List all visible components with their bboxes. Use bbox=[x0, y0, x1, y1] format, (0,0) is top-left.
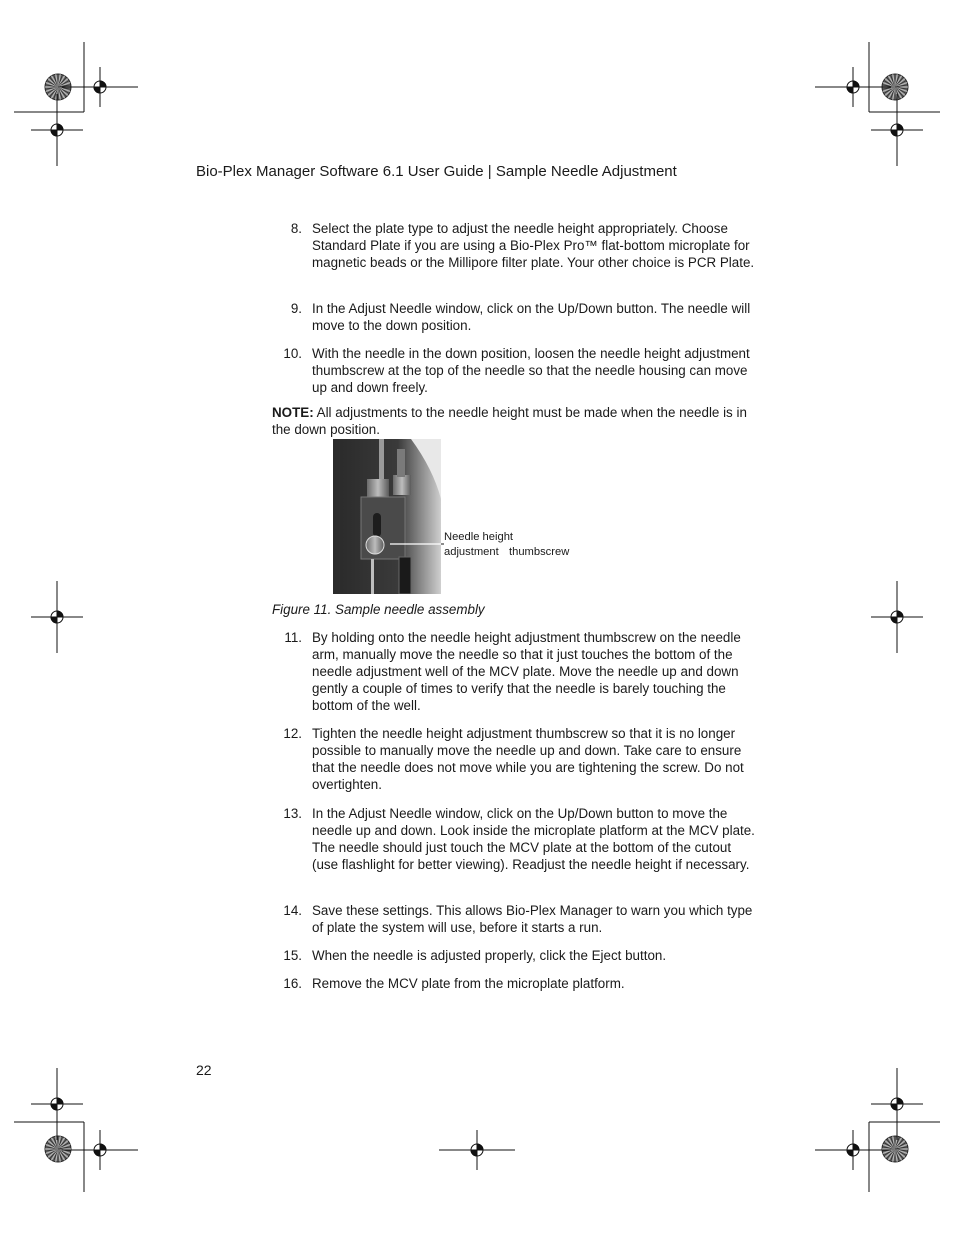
step-number: 14. bbox=[283, 903, 302, 918]
step-text: Tighten the needle height adjustment thumbscrew so that it is no longer possible to manually move the needle up and down. Take care to ensure that the needle does not move while you are tightening the screw. Do not overtighten. bbox=[312, 726, 744, 793]
step-text: In the Adjust Needle window, click on the Up/Down button. The needle will move to the down position. bbox=[312, 301, 751, 334]
step-number: 10. bbox=[283, 346, 302, 361]
callout-line1: Needle height bbox=[444, 531, 514, 543]
step-text: Select the plate type to adjust the needle height appropriately. Choose Standard Plate if you are using a Bio-Plex Pro™ flat-bottom microplate for magnetic beads or the Millipore filter plate. Your other choice is PCR Plate. bbox=[312, 221, 755, 271]
list-item-step-11 bbox=[272, 629, 760, 714]
registration-mark-icon bbox=[31, 581, 83, 653]
list-item-step-13 bbox=[272, 805, 760, 873]
note-text: All adjustments to the needle height must be made when the needle is in the down position. bbox=[272, 405, 747, 438]
registration-mark-icon bbox=[31, 94, 83, 166]
step-number: 16. bbox=[283, 976, 302, 991]
registration-mark-icon bbox=[439, 1130, 515, 1170]
step-text: In the Adjust Needle window, click on the Up/Down button to move the needle up and down. Look inside the microplate platform at the MCV plate. The needle should just touch the MCV plate at the bottom of the cutout (use flashlight for better viewing). Readjust the needle height if necessary. bbox=[312, 806, 755, 873]
step-text: By holding onto the needle height adjustment thumbscrew on the needle arm, manually move the needle so that it just touches the bottom of the needle adjustment well of the MCV plate. Move the needle up and down gently a couple of times to verify that the needle is barely touching the bottom of the well. bbox=[312, 630, 741, 714]
step-number: 8. bbox=[290, 221, 302, 236]
page-number: 22 bbox=[196, 1062, 212, 1078]
step-number: 12. bbox=[283, 726, 302, 741]
step-text: When the needle is adjusted properly, click the Eject button. bbox=[312, 948, 667, 963]
callout-line2b: thumbscrew bbox=[509, 546, 570, 558]
step-number: 9. bbox=[290, 301, 302, 316]
list-item-step-14 bbox=[272, 902, 760, 936]
list-item-step-16 bbox=[272, 975, 760, 992]
step-text: With the needle in the down position, loosen the needle height adjustment thumbscrew at the top of the needle so that the needle housing can move up and down freely. bbox=[312, 346, 750, 396]
note-paragraph bbox=[272, 404, 760, 438]
needle-assembly-photo bbox=[333, 439, 441, 594]
registration-mark-icon bbox=[815, 1130, 891, 1170]
step-number: 15. bbox=[283, 948, 302, 963]
list-item-step-15 bbox=[272, 947, 760, 964]
needle-assembly-illustration bbox=[333, 439, 441, 594]
step-number: 13. bbox=[283, 806, 302, 821]
registration-mark-icon bbox=[871, 94, 923, 166]
figure-caption: Figure 11. Sample needle assembly bbox=[272, 602, 485, 617]
color-target-icon bbox=[882, 1136, 908, 1162]
callout-label bbox=[444, 530, 513, 559]
list-item-step-10 bbox=[272, 345, 760, 396]
registration-mark-icon bbox=[62, 1130, 138, 1170]
registration-mark-icon bbox=[62, 67, 138, 107]
registration-mark-icon bbox=[871, 1068, 923, 1140]
list-item-step-12 bbox=[272, 725, 760, 793]
color-target-icon bbox=[45, 1136, 71, 1162]
registration-mark-icon bbox=[815, 67, 891, 107]
registration-mark-icon bbox=[31, 1068, 83, 1140]
step-number: 11. bbox=[284, 630, 302, 645]
step-text: Save these settings. This allows Bio-Plex Manager to warn you which type of plate the system will use, before it starts a run. bbox=[312, 903, 753, 936]
list-item-step-8 bbox=[272, 220, 760, 271]
running-header: Bio-Plex Manager Software 6.1 User Guide | Sample Needle Adjustment bbox=[196, 163, 677, 180]
note-label: NOTE: bbox=[272, 405, 314, 420]
list-item-step-9 bbox=[272, 300, 760, 334]
callout-leader-line bbox=[390, 539, 442, 549]
step-text: Remove the MCV plate from the microplate platform. bbox=[312, 976, 625, 991]
callout-line2a: adjustment bbox=[444, 545, 499, 558]
registration-mark-icon bbox=[871, 581, 923, 653]
